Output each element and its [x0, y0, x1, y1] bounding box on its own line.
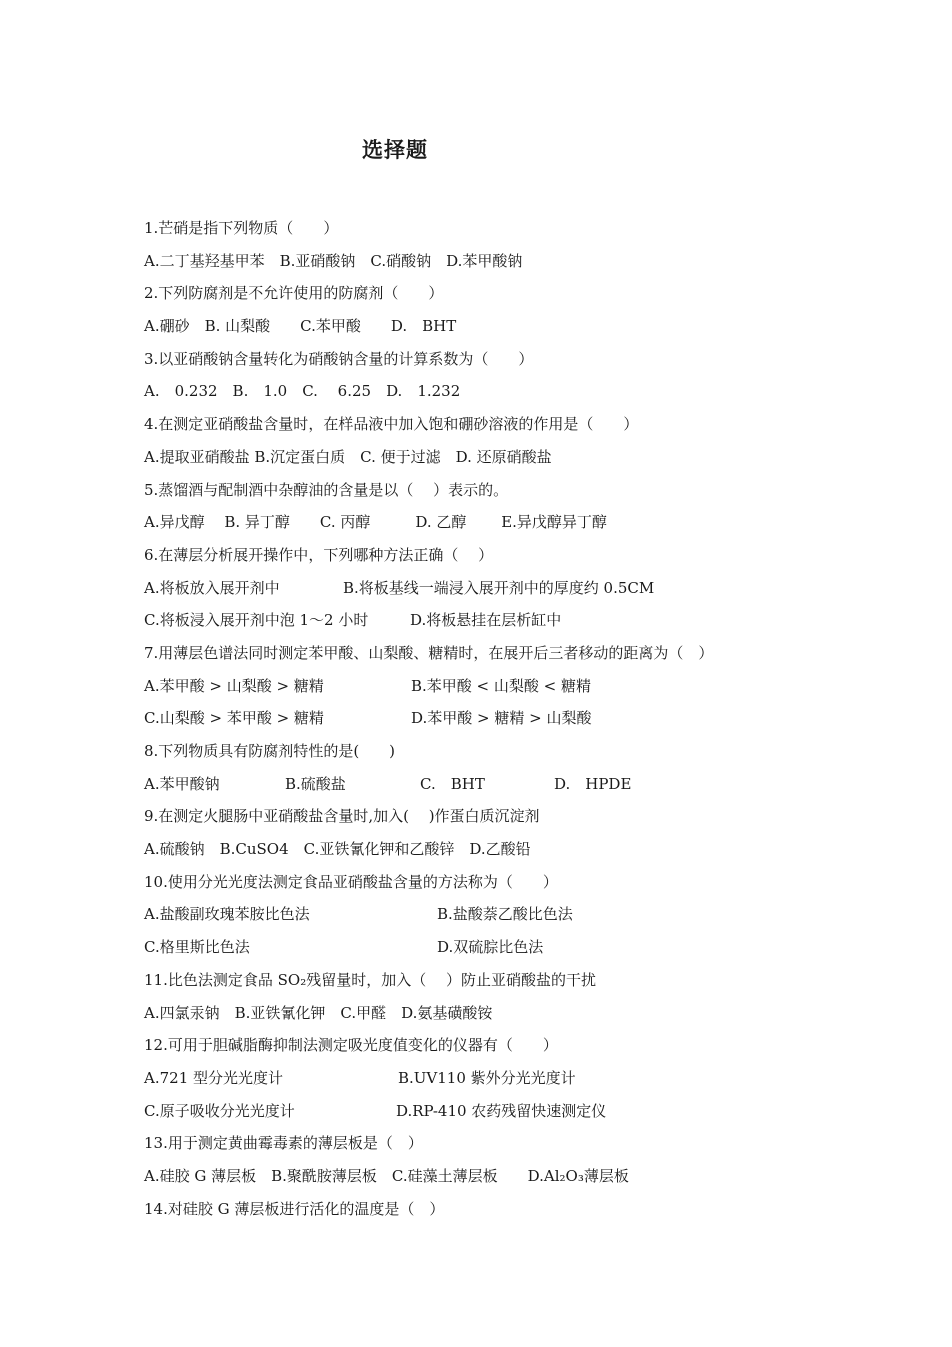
option-d: D.双硫腙比色法 [437, 938, 544, 957]
question-8-options [144, 768, 844, 801]
question-6-options-row-1 [144, 572, 844, 605]
option-d: D.RP-410 农药残留快速测定仪 [396, 1101, 607, 1120]
question-8: 8.下列物质具有防腐剂特性的是( ) [144, 742, 396, 760]
question-3-options: A. 0.232 B. 1.0 C. 6.25 D. 1.232 [144, 382, 461, 401]
question-2-options: A.硼砂 B. 山梨酸 C.苯甲酸 D. BHT [144, 317, 457, 336]
question-7-options-row-1 [144, 670, 844, 703]
option-c: C.原子吸收分光光度计 [144, 1101, 295, 1120]
question-13-options: A.硅胶 G 薄层板 B.聚酰胺薄层板 C.硅藻土薄层板 D.Al₂O₃薄层板 [144, 1166, 629, 1185]
question-4: 4.在测定亚硝酸盐含量时，在样品液中加入饱和硼砂溶液的作用是（ ） [144, 415, 639, 434]
option-d: D. HPDE [554, 774, 632, 793]
question-10: 10.使用分光光度法测定食品亚硝酸盐含量的方法称为（ ） [144, 872, 558, 891]
question-list [144, 212, 844, 1225]
question-11-options: A.四氯汞钠 B.亚铁氰化钾 C.甲醛 D.氨基磺酸铵 [144, 1003, 493, 1022]
question-14: 14.对硅胶 G 薄层板进行活化的温度是（ ） [144, 1199, 445, 1218]
question-6-options-row-2 [144, 604, 844, 637]
question-5-options: A.异戊醇 B. 异丁醇 C. 丙醇 D. 乙醇 E.异戊醇异丁醇 [144, 513, 607, 532]
option-c: C. BHT [420, 774, 485, 793]
question-10-options-row-2 [144, 931, 844, 964]
option-a: A.721 型分光光度计 [144, 1068, 283, 1087]
page-title: 选择题 [362, 138, 428, 162]
question-10-options-row-1 [144, 898, 844, 931]
option-a: A.将板放入展开剂中 [144, 578, 280, 597]
option-d: D.将板悬挂在层析缸中 [410, 611, 562, 630]
option-b: B.将板基线一端浸入展开剂中的厚度约 0.5CM [343, 578, 655, 597]
option-b: B.苯甲酸 < 山梨酸 < 糖精 [411, 676, 592, 695]
question-2: 2.下列防腐剂是不允许使用的防腐剂（ ） [144, 284, 444, 303]
option-c: C.将板浸入展开剂中泡 1～2 小时 [144, 611, 369, 630]
option-a: A.苯甲酸 > 山梨酸 > 糖精 [144, 676, 324, 695]
question-5: 5.蒸馏酒与配制酒中杂醇油的含量是以（ ）表示的。 [144, 480, 509, 499]
option-a: A.苯甲酸钠 [144, 774, 220, 793]
question-6: 6.在薄层分析展开操作中，下列哪种方法正确（ ） [144, 545, 494, 564]
question-13: 13.用于测定黄曲霉毒素的薄层板是（ ） [144, 1134, 423, 1153]
option-c: C.山梨酸 > 苯甲酸 > 糖精 [144, 709, 324, 728]
question-12-options-row-2 [144, 1095, 844, 1128]
question-7: 7.用薄层色谱法同时测定苯甲酸、山梨酸、糖精时，在展开后三者移动的距离为（ ） [144, 643, 714, 662]
question-12: 12.可用于胆碱脂酶抑制法测定吸光度值变化的仪器有（ ） [144, 1036, 558, 1055]
option-b: B.盐酸萘乙酸比色法 [437, 905, 573, 924]
question-9: 9.在测定火腿肠中亚硝酸盐含量时,加入( )作蛋白质沉淀剂 [144, 807, 540, 826]
question-9-options: A.硫酸钠 B.CuSO4 C.亚铁氰化钾和乙酸锌 D.乙酸铅 [144, 840, 531, 859]
option-a: A.盐酸副玫瑰苯胺比色法 [144, 905, 310, 924]
question-11: 11.比色法测定食品 SO₂残留量时，加入（ ）防止亚硝酸盐的干扰 [144, 970, 596, 989]
option-b: B.硫酸盐 [285, 774, 346, 793]
question-1: 1.芒硝是指下列物质（ ） [144, 219, 339, 237]
option-c: C.格里斯比色法 [144, 938, 250, 957]
option-d: D.苯甲酸 > 糖精 > 山梨酸 [411, 709, 592, 728]
question-12-options-row-1 [144, 1062, 844, 1095]
question-3: 3.以亚硝酸钠含量转化为硝酸钠含量的计算系数为（ ） [144, 349, 534, 368]
question-1-options: A.二丁基羟基甲苯 B.亚硝酸钠 C.硝酸钠 D.苯甲酸钠 [144, 251, 523, 270]
question-7-options-row-2 [144, 702, 844, 735]
option-b: B.UV110 紫外分光光度计 [398, 1068, 576, 1087]
question-4-options: A.提取亚硝酸盐 B.沉定蛋白质 C. 便于过滤 D. 还原硝酸盐 [144, 447, 552, 466]
